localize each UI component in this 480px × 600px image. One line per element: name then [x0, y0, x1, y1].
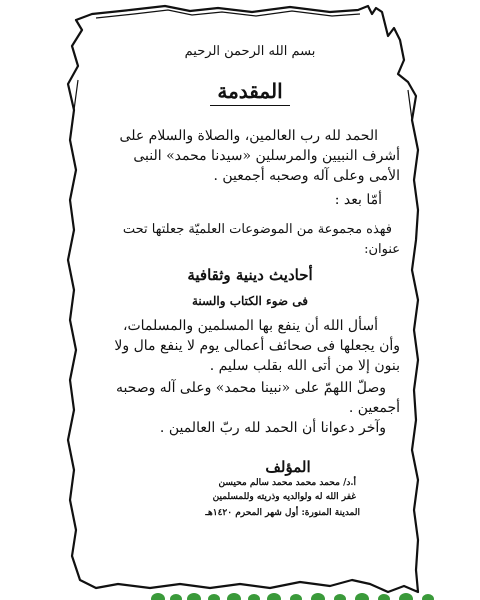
opening-paragraph: الحمد لله رب العالمين، والصلاة والسلام على أشرف النبيين والمرسلين «سيدنا محمد» النبى الأمى وعلى آله وصحبه أجمعين . [119, 128, 400, 184]
dua-paragraph: أسأل الله أن ينفع بها المسلمين والمسلمات، وأن يجعلها فى صحائف أعمالى يوم لا ينفع مال ولا بنون إلا من أتى الله بقلب سليم . [114, 318, 400, 374]
book-subtitle: فى ضوء الكتاب والسنة [191, 294, 309, 308]
title-underline [210, 105, 290, 106]
author-name: أ.د/ محمد محمد محمد سالم محيسن [218, 478, 356, 488]
author-prayer: غفر الله له ولوالديه وذريته وللمسلمين [212, 492, 356, 502]
page-title: المقدمة [217, 79, 283, 103]
author-date: المدينة المنورة: أول شهر المحرم ١٤٢٠هـ [205, 508, 360, 518]
basmala: بسم الله الرحمن الرحيم [184, 44, 316, 59]
closing-line: وآخر دعوانا أن الحمد لله ربّ العالمين . [159, 420, 386, 436]
author-heading: المؤلف [265, 458, 311, 476]
book-title: أحاديث دينية وثقافية [187, 266, 313, 284]
document-content [100, 40, 400, 520]
amma-bad-line: أمّا بعد : [334, 192, 382, 208]
watermark-strip [150, 590, 450, 600]
intro-line: فهذه مجموعة من الموضوعات العلميّة جعلتها تحت عنوان: [122, 222, 400, 257]
salawat-line: وصلّ اللهمّ على «نبينا محمد» وعلى آله وصحبه أجمعين . [115, 380, 400, 416]
